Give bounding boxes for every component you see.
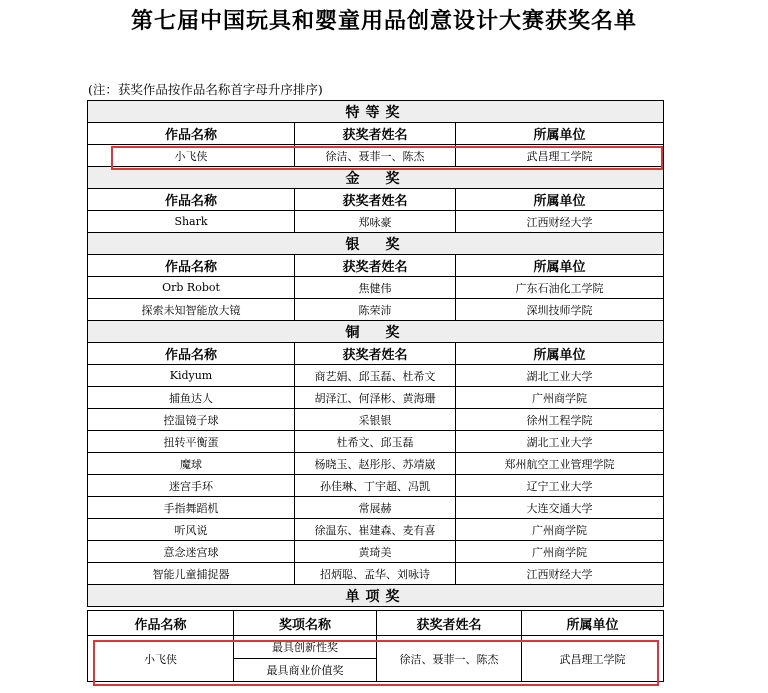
cell-unit: 武昌理工学院 bbox=[522, 636, 664, 682]
cell-work: 控温镜子球 bbox=[88, 409, 295, 431]
column-header-row bbox=[88, 343, 664, 365]
table-row bbox=[88, 409, 664, 431]
table-row bbox=[88, 387, 664, 409]
section-header-gold bbox=[88, 167, 664, 189]
cell-unit: 湖北工业大学 bbox=[456, 431, 664, 453]
cell-award: 最具创新性奖 bbox=[234, 636, 377, 659]
sort-note: (注：获奖作品按作品名称首字母升序排序) bbox=[88, 82, 323, 97]
column-header-work: 作品名称 bbox=[88, 123, 295, 145]
column-header-award: 奖项名称 bbox=[234, 611, 377, 636]
column-header-work: 作品名称 bbox=[88, 611, 234, 636]
column-header-row bbox=[88, 123, 664, 145]
cell-work: 手指舞蹈机 bbox=[88, 497, 295, 519]
cell-unit: 广州商学院 bbox=[456, 387, 664, 409]
column-header-unit: 所属单位 bbox=[456, 343, 664, 365]
cell-work: 扭转平衡蛋 bbox=[88, 431, 295, 453]
table-row bbox=[88, 145, 664, 167]
cell-unit: 湖北工业大学 bbox=[456, 365, 664, 387]
cell-award: 最具商业价值奖 bbox=[234, 659, 377, 682]
column-header-work: 作品名称 bbox=[88, 255, 295, 277]
cell-unit: 深圳技师学院 bbox=[456, 299, 664, 321]
cell-work: 魔球 bbox=[88, 453, 295, 475]
cell-winner: 焦健伟 bbox=[295, 277, 456, 299]
cell-winner: 徐洁、聂菲一、陈杰 bbox=[295, 145, 456, 167]
section-title: 银 奖 bbox=[88, 233, 664, 255]
cell-winner: 郑咏豪 bbox=[295, 211, 456, 233]
section-header-special bbox=[88, 101, 664, 123]
single-award-table bbox=[87, 610, 664, 682]
cell-winner: 孙佳琳、丁宇超、冯凯 bbox=[295, 475, 456, 497]
table-row bbox=[88, 475, 664, 497]
table-row bbox=[88, 277, 664, 299]
cell-work: 小飞侠 bbox=[88, 145, 295, 167]
table-row bbox=[88, 453, 664, 475]
cell-work: 捕鱼达人 bbox=[88, 387, 295, 409]
cell-work: Orb Robot bbox=[88, 277, 295, 299]
column-header-winner: 获奖者姓名 bbox=[295, 123, 456, 145]
cell-work: 意念迷宫球 bbox=[88, 541, 295, 563]
cell-work: Shark bbox=[88, 211, 295, 233]
column-header-winner: 获奖者姓名 bbox=[295, 189, 456, 211]
cell-work: 小飞侠 bbox=[88, 636, 234, 682]
cell-unit: 大连交通大学 bbox=[456, 497, 664, 519]
table-row bbox=[88, 211, 664, 233]
column-header-unit: 所属单位 bbox=[456, 189, 664, 211]
table-row bbox=[88, 365, 664, 387]
table-row bbox=[88, 497, 664, 519]
cell-winner: 采银银 bbox=[295, 409, 456, 431]
column-header-winner: 获奖者姓名 bbox=[377, 611, 522, 636]
cell-unit: 辽宁工业大学 bbox=[456, 475, 664, 497]
table-row bbox=[88, 563, 664, 585]
column-header-row bbox=[88, 255, 664, 277]
column-header-winner: 获奖者姓名 bbox=[295, 343, 456, 365]
cell-winner: 黄琦美 bbox=[295, 541, 456, 563]
cell-unit: 郑州航空工业管理学院 bbox=[456, 453, 664, 475]
cell-unit: 江西财经大学 bbox=[456, 563, 664, 585]
cell-winner: 胡泽江、何泽彬、黄海珊 bbox=[295, 387, 456, 409]
cell-unit: 广东石油化工学院 bbox=[456, 277, 664, 299]
cell-unit: 广州商学院 bbox=[456, 519, 664, 541]
cell-winner: 招炳聪、孟华、刘咏诗 bbox=[295, 563, 456, 585]
cell-winner: 商艺娟、邱玉磊、杜希文 bbox=[295, 365, 456, 387]
cell-unit: 武昌理工学院 bbox=[456, 145, 664, 167]
column-header-work: 作品名称 bbox=[88, 343, 295, 365]
cell-winner: 陈荣沛 bbox=[295, 299, 456, 321]
cell-work: Kidyum bbox=[88, 365, 295, 387]
table-row bbox=[88, 519, 664, 541]
cell-work: 迷宫手环 bbox=[88, 475, 295, 497]
awards-table bbox=[87, 100, 664, 607]
section-header-silver bbox=[88, 233, 664, 255]
cell-winner: 徐洁、聂菲一、陈杰 bbox=[377, 636, 522, 682]
cell-winner: 徐温东、崔建森、麦有喜 bbox=[295, 519, 456, 541]
section-header-bronze bbox=[88, 321, 664, 343]
column-header-unit: 所属单位 bbox=[456, 123, 664, 145]
section-header-single bbox=[88, 585, 664, 607]
section-title: 金 奖 bbox=[88, 167, 664, 189]
table-row bbox=[88, 299, 664, 321]
cell-unit: 江西财经大学 bbox=[456, 211, 664, 233]
cell-work: 听风说 bbox=[88, 519, 295, 541]
table-row bbox=[88, 431, 664, 453]
column-header-winner: 获奖者姓名 bbox=[295, 255, 456, 277]
section-title: 铜 奖 bbox=[88, 321, 664, 343]
cell-unit: 广州商学院 bbox=[456, 541, 664, 563]
column-header-row bbox=[88, 189, 664, 211]
column-header-work: 作品名称 bbox=[88, 189, 295, 211]
cell-work: 探索未知智能放大镜 bbox=[88, 299, 295, 321]
cell-work: 智能儿童捕捉器 bbox=[88, 563, 295, 585]
table-row bbox=[88, 636, 664, 659]
column-header-unit: 所属单位 bbox=[456, 255, 664, 277]
page-title: 第七届中国玩具和婴童用品创意设计大赛获奖名单 bbox=[130, 9, 637, 34]
table-row bbox=[88, 541, 664, 563]
cell-winner: 常展赫 bbox=[295, 497, 456, 519]
section-title: 单项奖 bbox=[88, 585, 664, 607]
cell-winner: 杜希文、邱玉磊 bbox=[295, 431, 456, 453]
section-title: 特等奖 bbox=[88, 101, 664, 123]
cell-unit: 徐州工程学院 bbox=[456, 409, 664, 431]
cell-winner: 杨晓玉、赵彤彤、苏靖崴 bbox=[295, 453, 456, 475]
column-header-row bbox=[88, 611, 664, 636]
column-header-unit: 所属单位 bbox=[522, 611, 664, 636]
